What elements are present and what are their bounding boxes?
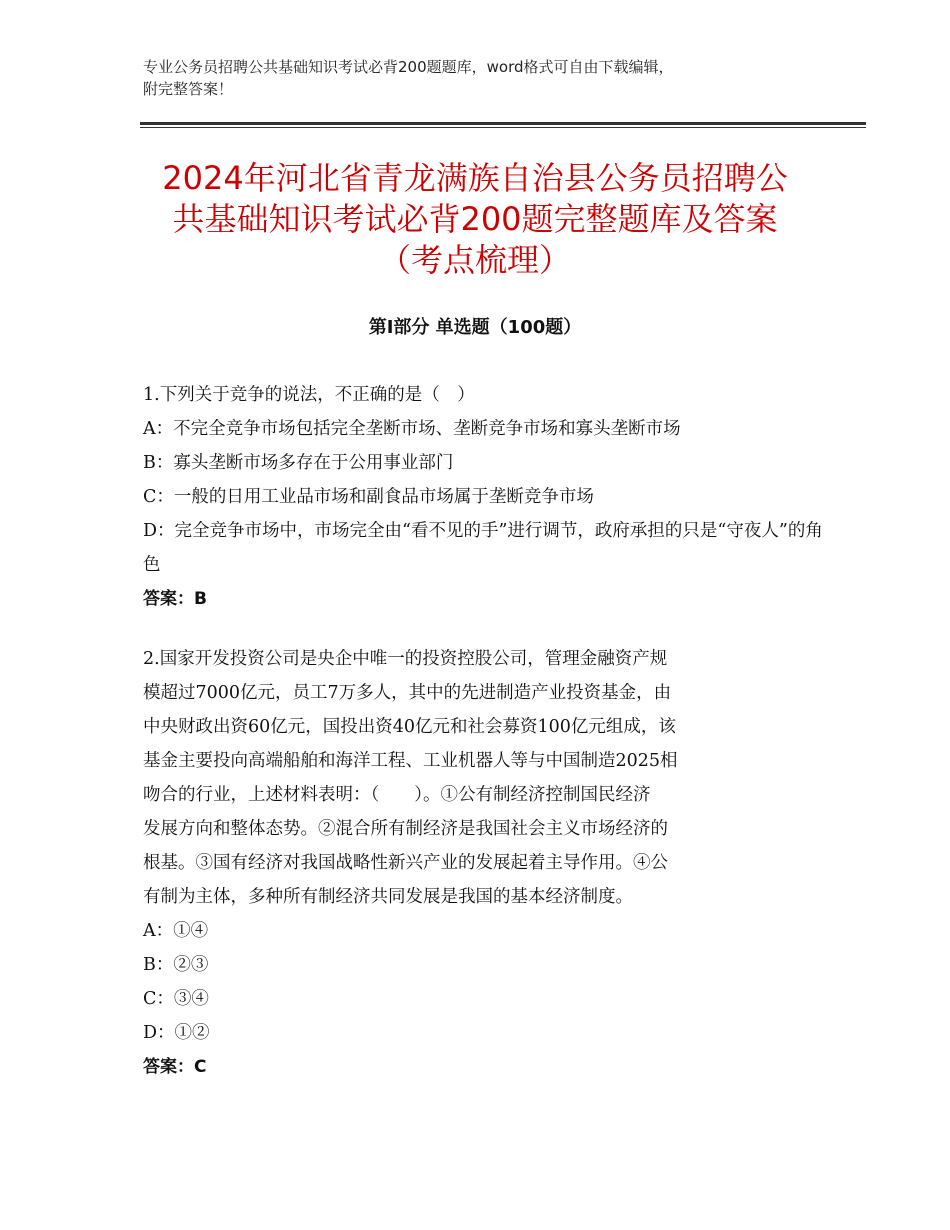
title-line-3: （考点梳理） (378, 241, 571, 279)
question-stem-line-3: 中央财政出资60亿元，国投出资40亿元和社会募资100亿元组成，该 (143, 717, 676, 737)
header-divider-thin (140, 127, 866, 128)
question-stem: 1.下列关于竞争的说法，不正确的是（ ） (143, 385, 475, 405)
header-note (143, 56, 823, 100)
title-line-2: 共基础知识考试必背200题完整题库及答案 (172, 200, 778, 238)
option-c: C：③④ (143, 989, 209, 1009)
option-b: B：②③ (143, 955, 209, 975)
option-b: B：寡头垄断市场多存在于公用事业部门 (143, 453, 454, 473)
question-stem-line-1: 2.国家开发投资公司是央企中唯一的投资控股公司，管理金融资产规 (143, 649, 668, 669)
answer-label: 答案：B (143, 589, 207, 609)
section-heading: 第Ⅰ部分 单选题（100题） (368, 317, 582, 338)
header-note-line-1: 专业公务员招聘公共基础知识考试必背200题题库，word格式可自由下载编辑， (143, 58, 674, 76)
option-a: A：①④ (143, 921, 209, 941)
option-d: D：①② (143, 1023, 210, 1043)
option-a: A：不完全竞争市场包括完全垄断市场、垄断竞争市场和寡头垄断市场 (143, 419, 681, 439)
question-2 (143, 642, 823, 1084)
answer-label: 答案：C (143, 1057, 207, 1077)
header-divider-thick (140, 122, 866, 125)
question-stem-line-6: 发展方向和整体态势。②混合所有制经济是我国社会主义市场经济的 (143, 819, 668, 839)
header-note-line-2: 附完整答案！ (143, 80, 234, 98)
question-stem-line-8: 有制为主体，多种所有制经济共同发展是我国的基本经济制度。 (143, 887, 633, 907)
question-stem-line-2: 模超过7000亿元，员工7万多人，其中的先进制造产业投资基金，由 (143, 683, 672, 703)
option-d: D：完全竞争市场中，市场完全由“看不见的手”进行调节，政府承担的只是“守夜人”的角色 (143, 521, 823, 575)
question-stem-line-4: 基金主要投向高端船舶和海洋工程、工业机器人等与中国制造2025相 (143, 751, 678, 771)
document-title (120, 158, 830, 281)
question-list (143, 378, 823, 1110)
question-stem-line-7: 根基。③国有经济对我国战略性新兴产业的发展起着主导作用。④公 (143, 853, 668, 873)
title-line-1: 2024年河北省青龙满族自治县公务员招聘公 (162, 159, 788, 197)
question-1 (143, 378, 823, 616)
option-c: C：一般的日用工业品市场和副食品市场属于垄断竞争市场 (143, 487, 594, 507)
question-stem-line-5: 吻合的行业，上述材料表明：（ ）。①公有制经济控制国民经济 (143, 785, 651, 805)
